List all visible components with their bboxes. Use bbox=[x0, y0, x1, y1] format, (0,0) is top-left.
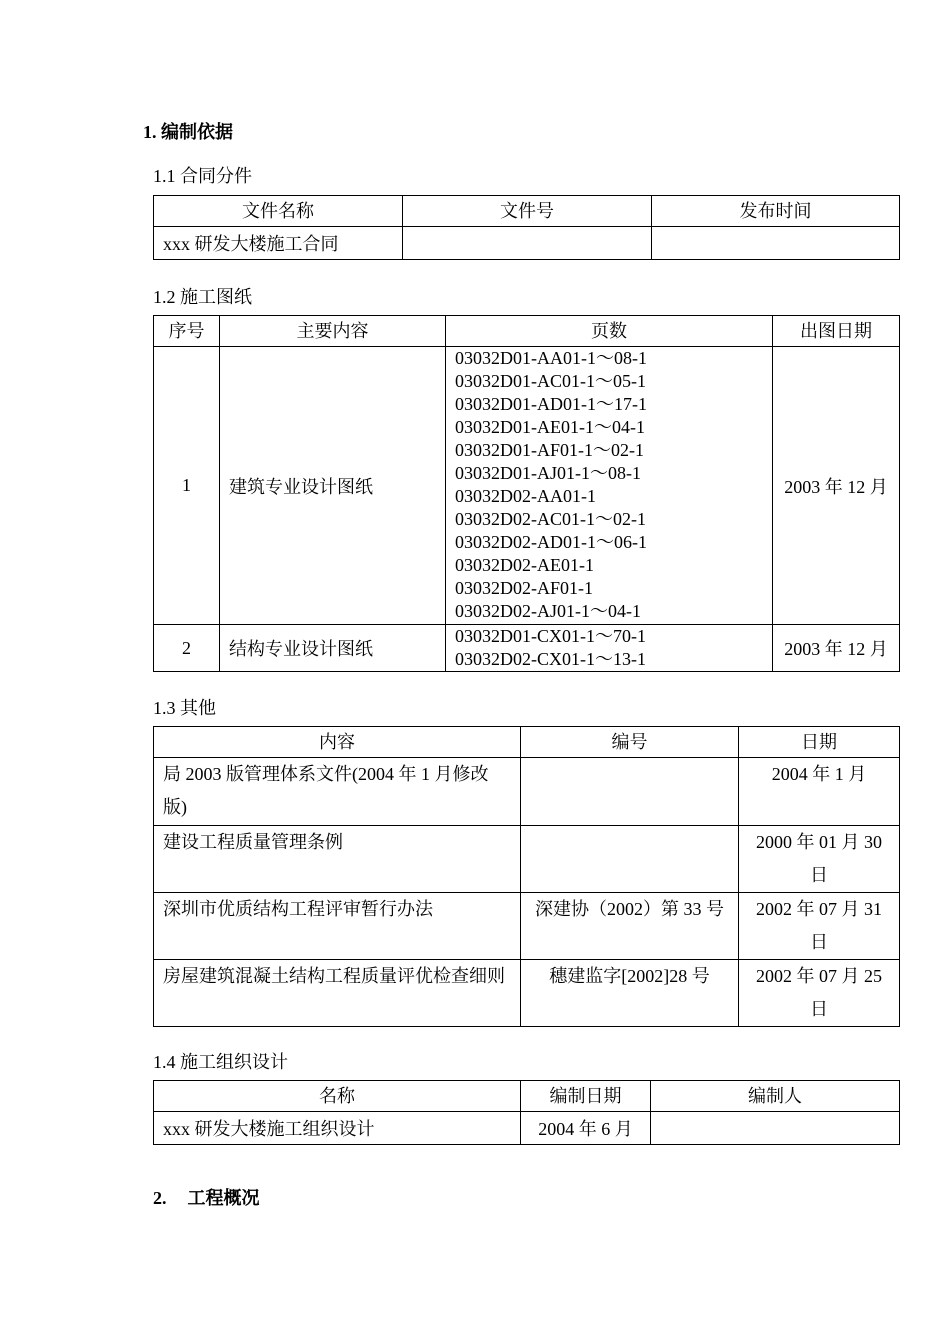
drawings-table bbox=[153, 315, 900, 672]
subsection-1-2-title: 1.2 施工图纸 bbox=[153, 287, 252, 307]
cell-file-name: xxx 研发大楼施工合同 bbox=[154, 227, 403, 260]
cell-pages bbox=[446, 347, 773, 625]
header-file-name: 文件名称 bbox=[154, 196, 403, 227]
header-compiler: 编制人 bbox=[651, 1081, 900, 1112]
header-issue-date: 出图日期 bbox=[773, 316, 900, 347]
page-range: 03032D02-AE01-1 bbox=[455, 555, 594, 575]
cell-date: 2004 年 1 月 bbox=[739, 758, 900, 826]
page-range: 03032D01-AD01-1～17-1 bbox=[455, 394, 647, 414]
subsection-1-1-title: 1.1 合同分件 bbox=[153, 166, 252, 186]
cell-content: 房屋建筑混凝土结构工程质量评优检查细则 bbox=[154, 960, 521, 1027]
cell-name: xxx 研发大楼施工组织设计 bbox=[154, 1112, 521, 1145]
cell-content: 深圳市优质结构工程评审暂行办法 bbox=[154, 893, 521, 960]
cell-date: 2000 年 01 月 30 日 bbox=[739, 826, 900, 893]
cell-date: 2002 年 07 月 25 日 bbox=[739, 960, 900, 1027]
cell-issue-date: 2003 年 12 月 bbox=[773, 347, 900, 625]
cell-serial: 2 bbox=[154, 625, 220, 672]
contract-table bbox=[153, 195, 900, 260]
header-compile-date: 编制日期 bbox=[521, 1081, 651, 1112]
page-range: 03032D01-AJ01-1～08-1 bbox=[455, 463, 641, 483]
cell-main-content: 建筑专业设计图纸 bbox=[220, 347, 446, 625]
section-2-heading bbox=[153, 1184, 260, 1210]
table-row bbox=[154, 227, 900, 260]
header-publish-time: 发布时间 bbox=[652, 196, 900, 227]
cell-issue-date: 2003 年 12 月 bbox=[773, 625, 900, 672]
cell-publish-time bbox=[652, 227, 900, 260]
header-content: 内容 bbox=[154, 727, 521, 758]
table-row bbox=[154, 625, 900, 672]
page-range: 03032D02-AC01-1～02-1 bbox=[455, 509, 646, 529]
page-range: 03032D01-AA01-1～08-1 bbox=[455, 348, 647, 368]
cell-code bbox=[521, 758, 739, 826]
page-range: 03032D02-AA01-1 bbox=[455, 486, 596, 506]
page-range: 03032D02-CX01-1～13-1 bbox=[455, 649, 646, 669]
cell-code: 穗建监字[2002]28 号 bbox=[521, 960, 739, 1027]
table-row bbox=[154, 893, 900, 960]
section-2-title: 工程概况 bbox=[187, 1188, 260, 1208]
page-range: 03032D02-AJ01-1～04-1 bbox=[455, 601, 641, 621]
cell-compiler bbox=[651, 1112, 900, 1145]
table-row bbox=[154, 960, 900, 1027]
header-serial: 序号 bbox=[154, 316, 220, 347]
cell-file-number bbox=[403, 227, 652, 260]
page-range: 03032D01-AC01-1～05-1 bbox=[455, 371, 646, 391]
cell-code: 深建协（2002）第 33 号 bbox=[521, 893, 739, 960]
page-range: 03032D02-AD01-1～06-1 bbox=[455, 532, 647, 552]
header-file-number: 文件号 bbox=[403, 196, 652, 227]
cell-serial: 1 bbox=[154, 347, 220, 625]
header-date: 日期 bbox=[739, 727, 900, 758]
cell-code bbox=[521, 826, 739, 893]
section-1-number: 1. bbox=[143, 122, 157, 142]
table-row bbox=[154, 347, 900, 625]
header-main-content: 主要内容 bbox=[220, 316, 446, 347]
page-range: 03032D01-CX01-1～70-1 bbox=[455, 626, 646, 646]
cell-pages bbox=[446, 625, 773, 672]
cell-content: 建设工程质量管理条例 bbox=[154, 826, 521, 893]
header-pages: 页数 bbox=[446, 316, 773, 347]
subsection-1-4-title: 1.4 施工组织设计 bbox=[153, 1052, 288, 1072]
other-documents-table bbox=[153, 726, 900, 1027]
section-1-title: 编制依据 bbox=[161, 122, 233, 142]
section-1-heading bbox=[143, 118, 233, 144]
page-range: 03032D02-AF01-1 bbox=[455, 578, 593, 598]
cell-compile-date: 2004 年 6 月 bbox=[521, 1112, 651, 1145]
cell-main-content: 结构专业设计图纸 bbox=[220, 625, 446, 672]
header-code: 编号 bbox=[521, 727, 739, 758]
table-row bbox=[154, 1112, 900, 1145]
header-name: 名称 bbox=[154, 1081, 521, 1112]
cell-content: 局 2003 版管理体系文件(2004 年 1 月修改版) bbox=[154, 758, 521, 826]
subsection-1-3-title: 1.3 其他 bbox=[153, 698, 216, 718]
table-row bbox=[154, 826, 900, 893]
construction-design-table bbox=[153, 1080, 900, 1145]
section-2-number: 2. bbox=[153, 1188, 167, 1208]
page-range: 03032D01-AF01-1～02-1 bbox=[455, 440, 644, 460]
cell-date: 2002 年 07 月 31 日 bbox=[739, 893, 900, 960]
table-row bbox=[154, 758, 900, 826]
page-range: 03032D01-AE01-1～04-1 bbox=[455, 417, 645, 437]
